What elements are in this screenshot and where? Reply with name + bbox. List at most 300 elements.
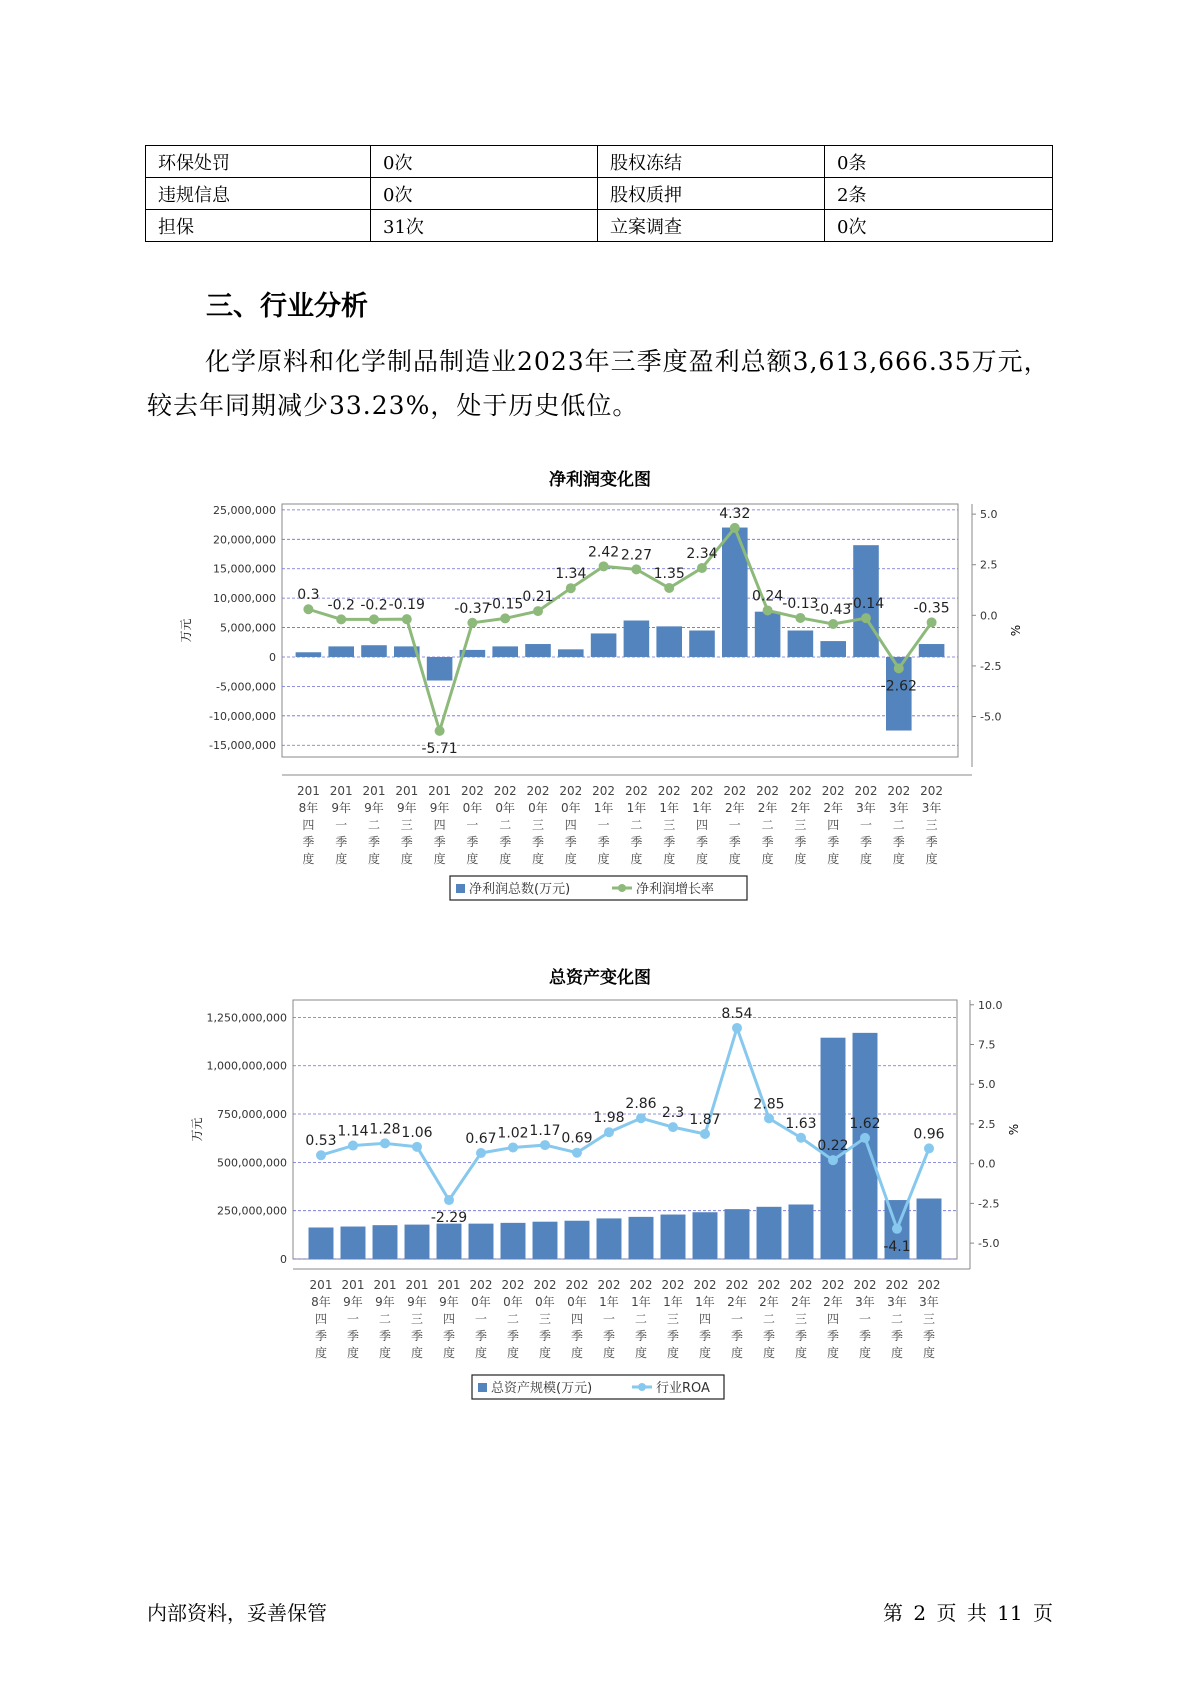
data-point: [604, 1127, 614, 1137]
data-label: 8.54: [721, 1005, 753, 1022]
x-tick-label: 度: [314, 1346, 328, 1360]
left-tick-label: 500,000,000: [217, 1156, 287, 1170]
data-point: [369, 614, 379, 624]
table-cell: 担保: [146, 210, 371, 242]
x-tick-label: 度: [367, 852, 381, 866]
bar: [629, 1217, 654, 1259]
x-tick-label: 9年: [396, 801, 417, 815]
x-tick-label: 202: [624, 784, 648, 798]
x-tick-label: 1年: [626, 801, 647, 815]
left-tick-label: 15,000,000: [213, 562, 276, 576]
x-tick-label: 度: [794, 852, 807, 866]
table-cell: 0次: [371, 146, 598, 178]
table-cell: 0次: [371, 178, 598, 210]
x-tick-label: 202: [756, 784, 780, 798]
x-tick-label: 度: [761, 852, 774, 866]
x-tick-label: 9年: [439, 1295, 459, 1309]
x-tick-label: 季: [762, 1329, 776, 1343]
bar: [789, 1204, 814, 1259]
x-tick-label: 季: [442, 1329, 456, 1343]
x-tick-label: 度: [698, 1346, 712, 1360]
data-point: [664, 583, 674, 593]
x-tick-label: 一: [474, 1312, 488, 1326]
x-tick-label: 三: [794, 1312, 808, 1326]
x-tick-label: 202: [757, 1278, 781, 1292]
x-tick-label: 202: [526, 784, 550, 798]
data-point: [467, 618, 477, 628]
x-tick-label: 201: [395, 784, 419, 798]
x-tick-label: 9年: [407, 1295, 427, 1309]
bar: [565, 1221, 590, 1259]
left-tick-label: 0: [269, 650, 276, 664]
table-cell: 31次: [371, 210, 598, 242]
x-tick-label: 202: [693, 1278, 717, 1292]
data-point: [860, 1133, 870, 1143]
x-tick-label: 度: [730, 1346, 744, 1360]
x-tick-label: 度: [410, 1346, 424, 1360]
x-tick-label: 度: [630, 852, 643, 866]
x-tick-label: 2年: [727, 1295, 747, 1309]
x-tick-label: 202: [821, 784, 845, 798]
bar: [525, 644, 551, 657]
x-tick-label: 0年: [503, 1295, 523, 1309]
x-tick-label: 0年: [462, 801, 483, 815]
x-tick-label: 度: [794, 1346, 808, 1360]
data-label: -0.19: [388, 597, 425, 614]
data-point: [500, 613, 510, 623]
x-tick-label: 202: [493, 784, 517, 798]
x-tick-label: 202: [887, 784, 911, 798]
x-tick-label: 0年: [471, 1295, 491, 1309]
x-tick-label: 季: [826, 1329, 840, 1343]
table-cell: 2条: [825, 178, 1053, 210]
footer-confidential: 内部资料，妥善保管: [147, 1601, 327, 1625]
x-tick-label: 季: [794, 1329, 808, 1343]
x-tick-label: 季: [302, 835, 315, 849]
section-heading: 三、行业分析: [206, 291, 368, 322]
bar: [820, 641, 846, 657]
right-tick-label: 5.0: [980, 508, 998, 522]
bar: [755, 612, 781, 657]
x-tick-label: 2年: [791, 1295, 811, 1309]
data-label: 0.96: [913, 1126, 945, 1143]
data-label: -0.43: [815, 602, 852, 619]
x-tick-label: 三: [925, 818, 938, 832]
x-tick-label: 2年: [759, 1295, 779, 1309]
x-tick-label: 度: [597, 852, 610, 866]
data-point: [348, 1141, 358, 1151]
x-tick-label: 季: [597, 835, 610, 849]
x-tick-label: 202: [661, 1278, 685, 1292]
data-point: [303, 604, 313, 614]
x-tick-label: 季: [761, 835, 774, 849]
x-tick-label: 1年: [692, 801, 712, 815]
legend-bar-swatch: [478, 1383, 487, 1392]
right-tick-label: 10.0: [978, 998, 1003, 1012]
left-tick-label: 20,000,000: [213, 533, 276, 547]
left-tick-label: -5,000,000: [216, 680, 276, 694]
right-tick-label: 0.0: [980, 609, 998, 623]
bar: [661, 1215, 686, 1259]
x-tick-label: 四: [314, 1312, 328, 1326]
left-tick-label: 1,000,000,000: [206, 1059, 287, 1073]
x-tick-label: 度: [922, 1346, 936, 1360]
legend-line-marker: [638, 1383, 646, 1391]
data-label: 4.32: [719, 505, 751, 522]
legend-label: 净利润总数(万元): [469, 882, 571, 897]
data-label: -0.15: [487, 596, 524, 613]
x-tick-label: 季: [666, 1329, 680, 1343]
y-axis-label-right: %: [1007, 1123, 1021, 1136]
x-tick-label: 季: [474, 1329, 488, 1343]
x-tick-label: 一: [346, 1312, 360, 1326]
bar: [689, 631, 715, 657]
chart-title: 总资产变化图: [549, 968, 651, 988]
data-point: [566, 583, 576, 593]
x-tick-label: 二: [367, 818, 381, 832]
data-label: -5.71: [421, 740, 458, 757]
x-tick-label: 度: [666, 1346, 680, 1360]
x-tick-label: 2年: [724, 801, 745, 815]
x-tick-label: 2年: [757, 801, 778, 815]
table-cell: 违规信息: [146, 178, 371, 210]
x-tick-label: 度: [346, 1346, 360, 1360]
data-label: -0.35: [913, 600, 950, 617]
x-tick-label: 202: [723, 784, 747, 798]
bar: [373, 1225, 398, 1259]
data-point: [336, 614, 346, 624]
x-tick-label: 0年: [567, 1295, 587, 1309]
x-tick-label: 2年: [823, 801, 844, 815]
x-tick-label: 度: [602, 1346, 616, 1360]
x-tick-label: 201: [296, 784, 320, 798]
x-tick-label: 二: [634, 1312, 648, 1326]
x-tick-label: 201: [309, 1278, 333, 1292]
x-tick-label: 一: [728, 818, 741, 832]
data-point: [795, 613, 805, 623]
x-tick-label: 四: [695, 818, 709, 832]
x-tick-label: 季: [466, 835, 479, 849]
x-tick-label: 季: [634, 1329, 648, 1343]
net-profit-chart: [0, 455, 1191, 915]
data-point: [631, 564, 641, 574]
bar: [427, 657, 453, 681]
x-tick-label: 三: [666, 1312, 680, 1326]
bar: [725, 1209, 750, 1259]
x-tick-label: 季: [570, 1329, 584, 1343]
x-tick-label: 1年: [593, 801, 614, 815]
table-cell: 股权冻结: [598, 146, 825, 178]
bar: [309, 1227, 334, 1259]
x-tick-label: 度: [925, 852, 938, 866]
bar: [328, 646, 354, 657]
x-tick-label: 3年: [887, 1295, 907, 1309]
x-tick-label: 季: [506, 1329, 520, 1343]
table-row: [146, 178, 1053, 210]
x-tick-label: 季: [922, 1329, 936, 1343]
data-point: [697, 563, 707, 573]
x-tick-label: 季: [433, 835, 446, 849]
bar: [361, 645, 387, 657]
x-tick-label: 季: [400, 835, 413, 849]
x-tick-label: 202: [725, 1278, 749, 1292]
bar: [405, 1225, 430, 1259]
x-tick-label: 二: [499, 818, 512, 832]
x-tick-label: 季: [499, 835, 512, 849]
legend-label: 行业ROA: [656, 1381, 710, 1396]
data-label: -2.29: [430, 1210, 468, 1227]
data-point: [732, 1023, 742, 1033]
x-tick-label: 1年: [695, 1295, 715, 1309]
table-cell: 股权质押: [598, 178, 825, 210]
left-tick-label: -15,000,000: [209, 739, 276, 753]
x-tick-label: 二: [890, 1312, 904, 1326]
x-tick-label: 9年: [364, 801, 384, 815]
x-tick-label: 度: [695, 852, 709, 866]
x-tick-label: 1年: [631, 1295, 651, 1309]
legend-label: 总资产规模(万元): [491, 1381, 593, 1396]
x-tick-label: 度: [506, 1346, 520, 1360]
x-tick-label: 2年: [790, 801, 811, 815]
x-tick-label: 度: [663, 852, 676, 866]
data-point: [730, 523, 740, 533]
x-tick-label: 度: [400, 852, 413, 866]
data-label: 0.3: [297, 587, 320, 604]
data-point: [764, 1113, 774, 1123]
bar: [296, 652, 322, 657]
data-point: [533, 606, 543, 616]
data-label: 0.53: [305, 1133, 337, 1150]
x-tick-label: 度: [858, 1346, 872, 1360]
x-tick-label: 3年: [856, 801, 876, 815]
left-tick-label: 750,000,000: [217, 1108, 287, 1122]
x-tick-label: 202: [597, 1278, 621, 1292]
right-tick-label: 7.5: [978, 1038, 996, 1052]
data-label: -0.14: [847, 596, 885, 613]
right-tick-label: 0.0: [978, 1157, 996, 1171]
x-tick-label: 二: [762, 1312, 776, 1326]
data-label: 0.69: [561, 1130, 593, 1147]
footer-page-number: 第 2 页 共 11 页: [883, 1601, 1053, 1625]
bar: [624, 620, 650, 656]
x-tick-label: 二: [630, 818, 643, 832]
x-tick-label: 0年: [535, 1295, 555, 1309]
bar: [656, 626, 682, 657]
data-label: 2.42: [588, 544, 620, 561]
x-tick-label: 202: [690, 784, 714, 798]
x-tick-label: 201: [437, 1278, 461, 1292]
x-tick-label: 一: [858, 1312, 872, 1326]
data-point: [700, 1129, 710, 1139]
x-tick-label: 一: [466, 818, 479, 832]
left-tick-label: 1,250,000,000: [206, 1011, 287, 1025]
table-row: [146, 210, 1053, 242]
data-point: [828, 1155, 838, 1165]
bar: [693, 1212, 718, 1259]
data-label: 0.22: [817, 1138, 849, 1155]
x-tick-label: 三: [538, 1312, 552, 1326]
x-tick-label: 季: [695, 835, 709, 849]
x-tick-label: 1年: [659, 801, 680, 815]
x-tick-label: 三: [663, 818, 676, 832]
data-point: [508, 1142, 518, 1152]
x-tick-label: 202: [592, 784, 616, 798]
bar: [501, 1223, 526, 1259]
bar: [919, 644, 945, 657]
x-tick-label: 一: [335, 818, 348, 832]
x-tick-label: 201: [428, 784, 452, 798]
y-axis-label: 万元: [179, 618, 193, 643]
x-tick-label: 度: [827, 852, 840, 866]
x-tick-label: 度: [762, 1346, 776, 1360]
left-tick-label: 5,000,000: [220, 621, 276, 635]
legend-label: 净利润增长率: [636, 882, 715, 897]
right-tick-label: 2.5: [978, 1117, 996, 1131]
x-tick-label: 8年: [298, 801, 319, 815]
x-tick-label: 2年: [823, 1295, 843, 1309]
x-tick-label: 季: [367, 835, 381, 849]
data-label: 1.87: [689, 1111, 721, 1128]
bar: [788, 631, 814, 657]
x-tick-label: 度: [474, 1346, 488, 1360]
y-axis-label-right: %: [1009, 624, 1023, 637]
left-tick-label: 250,000,000: [217, 1204, 287, 1218]
x-tick-label: 季: [858, 1329, 872, 1343]
x-tick-label: 202: [460, 784, 484, 798]
x-tick-label: 季: [827, 835, 840, 849]
data-point: [316, 1150, 326, 1160]
x-tick-label: 度: [499, 852, 512, 866]
legend-bar-swatch: [456, 884, 465, 893]
x-tick-label: 季: [410, 1329, 424, 1343]
table-cell: 0条: [825, 146, 1053, 178]
data-point: [380, 1138, 390, 1148]
x-tick-label: 202: [920, 784, 944, 798]
data-label: -2.62: [880, 678, 917, 695]
x-tick-label: 202: [559, 784, 583, 798]
x-tick-label: 四: [827, 818, 840, 832]
analysis-paragraph: 化学原料和化学制品制造业2023年三季度盈利总额3,613,666.35万元，较去年同期减少33.23%，处于历史低位。: [147, 347, 1050, 420]
x-tick-label: 度: [378, 1346, 392, 1360]
x-tick-label: 3年: [855, 1295, 875, 1309]
data-point: [435, 726, 445, 736]
chart-title: 净利润变化图: [549, 470, 651, 490]
x-tick-label: 9年: [429, 801, 450, 815]
x-tick-label: 四: [442, 1312, 456, 1326]
data-label: 1.02: [497, 1125, 529, 1142]
data-point: [668, 1122, 678, 1132]
x-tick-label: 202: [788, 784, 812, 798]
data-point: [796, 1133, 806, 1143]
x-tick-label: 202: [885, 1278, 909, 1292]
data-label: 1.14: [337, 1123, 369, 1140]
x-tick-label: 201: [373, 1278, 397, 1292]
x-tick-label: 201: [341, 1278, 365, 1292]
data-point: [828, 619, 838, 629]
bar: [341, 1227, 366, 1259]
x-tick-label: 季: [346, 1329, 360, 1343]
right-tick-label: -2.5: [978, 1197, 1000, 1211]
x-tick-label: 3年: [888, 801, 909, 815]
x-tick-label: 度: [570, 1346, 584, 1360]
data-label: 0.21: [522, 589, 554, 606]
x-tick-label: 季: [728, 835, 741, 849]
x-tick-label: 季: [538, 1329, 552, 1343]
data-label: 1.35: [653, 565, 685, 582]
x-tick-label: 度: [634, 1346, 648, 1360]
x-tick-label: 季: [378, 1329, 392, 1343]
data-label: 1.17: [529, 1123, 561, 1140]
right-tick-label: -2.5: [980, 659, 1002, 673]
x-tick-label: 9年: [343, 1295, 363, 1309]
x-tick-label: 1年: [599, 1295, 619, 1309]
left-tick-label: 10,000,000: [213, 592, 276, 606]
data-point: [763, 605, 773, 615]
x-tick-label: 季: [602, 1329, 616, 1343]
data-point: [892, 1224, 902, 1234]
x-tick-label: 季: [698, 1329, 712, 1343]
x-tick-label: 0年: [560, 801, 581, 815]
x-tick-label: 四: [698, 1312, 712, 1326]
total-assets-chart: [0, 953, 1191, 1423]
risk-info-table: [145, 145, 1053, 242]
x-tick-label: 四: [564, 818, 577, 832]
x-tick-label: 度: [892, 852, 905, 866]
left-tick-label: 25,000,000: [213, 503, 276, 517]
x-tick-label: 202: [789, 1278, 813, 1292]
data-point: [540, 1140, 550, 1150]
x-tick-label: 季: [794, 835, 807, 849]
data-label: -0.13: [782, 595, 819, 612]
bar: [757, 1207, 782, 1259]
x-tick-label: 1年: [663, 1295, 683, 1309]
x-tick-label: 二: [378, 1312, 392, 1326]
x-tick-label: 二: [506, 1312, 520, 1326]
right-tick-label: -5.0: [980, 710, 1002, 724]
x-tick-label: 3年: [919, 1295, 939, 1309]
data-point: [444, 1195, 454, 1205]
data-point: [402, 614, 412, 624]
bar: [437, 1224, 462, 1259]
data-label: -0.2: [327, 597, 355, 614]
x-tick-label: 0年: [495, 801, 516, 815]
data-label: 2.27: [620, 547, 652, 564]
data-label: -4.1: [883, 1238, 911, 1255]
net-profit-chart-svg: [0, 455, 1191, 915]
right-tick-label: 5.0: [978, 1078, 996, 1092]
data-label: -0.2: [360, 597, 388, 614]
data-point: [636, 1113, 646, 1123]
table-cell: 0次: [825, 210, 1053, 242]
x-tick-label: 9年: [331, 801, 352, 815]
legend-line-marker: [618, 884, 626, 892]
x-tick-label: 季: [892, 835, 905, 849]
x-tick-label: 202: [854, 784, 878, 798]
x-tick-label: 度: [859, 852, 873, 866]
x-tick-label: 度: [335, 852, 348, 866]
data-label: 1.63: [785, 1115, 817, 1132]
x-tick-label: 202: [501, 1278, 525, 1292]
x-tick-label: 三: [400, 818, 413, 832]
x-tick-label: 度: [564, 852, 577, 866]
x-tick-label: 201: [405, 1278, 429, 1292]
left-tick-label: -10,000,000: [209, 709, 276, 723]
x-tick-label: 度: [302, 852, 315, 866]
x-tick-label: 一: [859, 818, 873, 832]
x-tick-label: 度: [890, 1346, 904, 1360]
x-tick-label: 季: [663, 835, 676, 849]
data-label: 1.98: [593, 1110, 625, 1127]
